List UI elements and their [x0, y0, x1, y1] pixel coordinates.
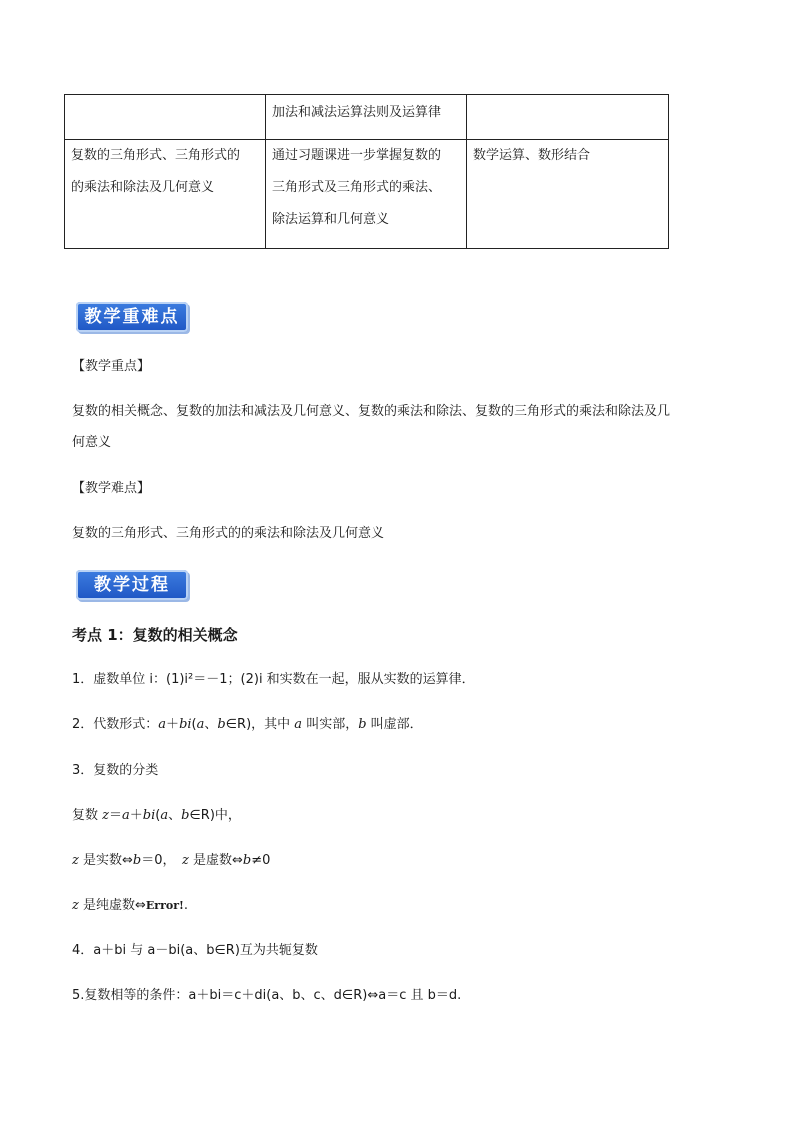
paragraph-2: 2．代数形式：a＋bi(a、b∈R)，其中 a 叫实部，b 叫虚部．: [72, 717, 423, 732]
table-cell: 通过习题课进一步掌握复数的 三角形式及三角形式的乘法、 除法运算和几何意义: [266, 140, 467, 249]
table-cell: 复数的三角形式、三角形式的 的乘法和除法及几何意义: [65, 140, 266, 249]
key-points-text-line2: 何意义: [72, 435, 112, 450]
paragraph-1: 1．虚数单位 i：(1)i²＝－1；(2)i 和实数在一起，服从实数的运算律．: [72, 672, 475, 687]
paragraph-6: z 是纯虚数⇔Error!.: [72, 898, 188, 913]
paragraph-8: 5.复数相等的条件：a＋bi＝c＋di(a、b、c、d∈R)⇔a＝c 且 b＝d.: [72, 988, 462, 1003]
section-badge-key-difficult-points: 教学重难点: [76, 302, 188, 332]
section-badge-teaching-process: 教学过程: [76, 570, 188, 600]
table-cell: [467, 95, 669, 140]
table-row: [65, 140, 669, 249]
table-cell: 加法和减法运算法则及运算律: [266, 95, 467, 140]
difficult-points-text: 复数的三角形式、三角形式的的乘法和除法及几何意义: [72, 526, 385, 541]
paragraph-3: 3．复数的分类: [72, 763, 159, 778]
topic-heading: 考点 1：复数的相关概念: [72, 626, 238, 644]
paragraph-4: 复数 z＝a＋bi(a、b∈R)中，: [72, 808, 241, 823]
key-points-text-line1: 复数的相关概念、复数的加法和减法及几何意义、复数的乘法和除法、复数的三角形式的乘法和除法及几: [72, 404, 671, 419]
table-cell: 数学运算、数形结合: [467, 140, 669, 249]
difficult-points-heading: 【教学难点】: [72, 481, 151, 496]
table-cell: [65, 95, 266, 140]
paragraph-5: z 是实数⇔b＝0， z 是虚数⇔b≠0: [72, 853, 271, 868]
paragraph-7: 4．a＋bi 与 a－bi(a、b∈R)互为共轭复数: [72, 943, 318, 958]
error-field: Error!: [145, 899, 184, 912]
key-points-heading: 【教学重点】: [72, 359, 151, 374]
goals-table: [64, 94, 669, 249]
table-row: [65, 95, 669, 140]
